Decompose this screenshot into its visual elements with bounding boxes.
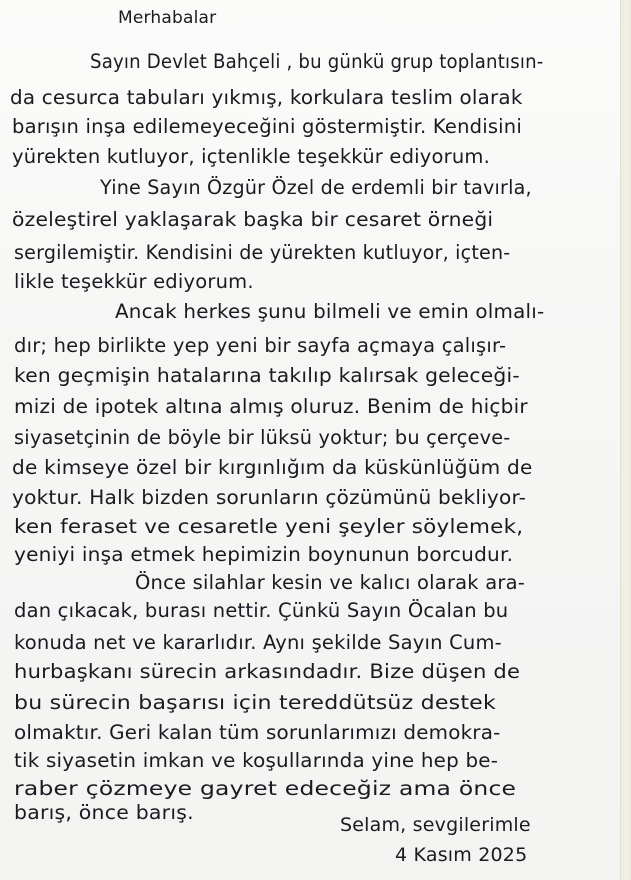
letter-line: Yine Sayın Özgür Özel de erdemli bir tavırla, [100, 176, 532, 199]
letter-line: raber çözmeye gayret edeceğiz ama önce [14, 777, 517, 800]
letter-line: siyasetçinin de böyle bir lüksü yoktur; bu çerçeve- [14, 426, 511, 449]
letter-line: dan çıkacak, burası nettir. Çünkü Sayın Öcalan bu [14, 599, 509, 622]
letter-line: da cesurca tabuları yıkmış, korkulara teslim olarak [10, 86, 523, 109]
letter-line: hurbaşkanı sürecin arkasındadır. Bize düşen de [14, 660, 521, 683]
letter-line: ken feraset ve cesaretle yeni şeyler söylemek, [14, 515, 524, 538]
letter-closing: Selam, sevgilerimle [340, 814, 531, 836]
letter-line: dır; hep birlikte yep yeni bir sayfa açmaya çalışır- [14, 334, 507, 357]
letter-line: barış, önce barış. [14, 801, 194, 824]
letter-line: özeleştirel yaklaşarak başka bir cesaret örneği [12, 208, 494, 231]
letter-line: yeniyi inşa etmek hepimizin boynunun borcudur. [14, 543, 514, 566]
letter-line: barışın inşa edilemeyeceğini göstermiştir. Kendisini [12, 115, 522, 138]
letter-line: de kimseye özel bir kırgınlığım da küskünlüğüm de [12, 456, 533, 479]
letter-line: Önce silahlar kesin ve kalıcı olarak ara- [135, 571, 525, 594]
letter-line: sergilemiştir. Kendisini de yürekten kutluyor, içten- [14, 241, 511, 264]
letter-line: tik siyasetin imkan ve koşullarında yine hep be- [14, 749, 499, 772]
letter-line: ken geçmişin hatalarına takılıp kalırsak geleceği- [14, 364, 520, 387]
letter-line: yürekten kutluyor, içtenlikle teşekkür ediyorum. [12, 145, 491, 168]
letter-line: Ancak herkes şunu bilmeli ve emin olmalı- [115, 300, 545, 323]
letter-line: konuda net ve kararlıdır. Aynı şekilde Sayın Cum- [14, 631, 502, 654]
letter-greeting: Merhabalar [118, 8, 217, 28]
letter-line: olmaktır. Geri kalan tüm sorunlarımızı demokra- [14, 721, 501, 744]
letter-line: likle teşekkür ediyorum. [14, 270, 254, 293]
letter-line: mizi de ipotek altına almış oluruz. Benim de hiçbir [14, 395, 528, 418]
letter-line: bu sürecin başarısı için tereddütsüz destek [14, 691, 496, 714]
letter-line: Sayın Devlet Bahçeli , bu günkü grup toplantısın- [90, 50, 544, 73]
letter-date: 4 Kasım 2025 [395, 844, 528, 866]
paper-edge [620, 0, 631, 880]
letter-line: yoktur. Halk bizden sorunların çözümünü bekliyor- [12, 486, 527, 509]
